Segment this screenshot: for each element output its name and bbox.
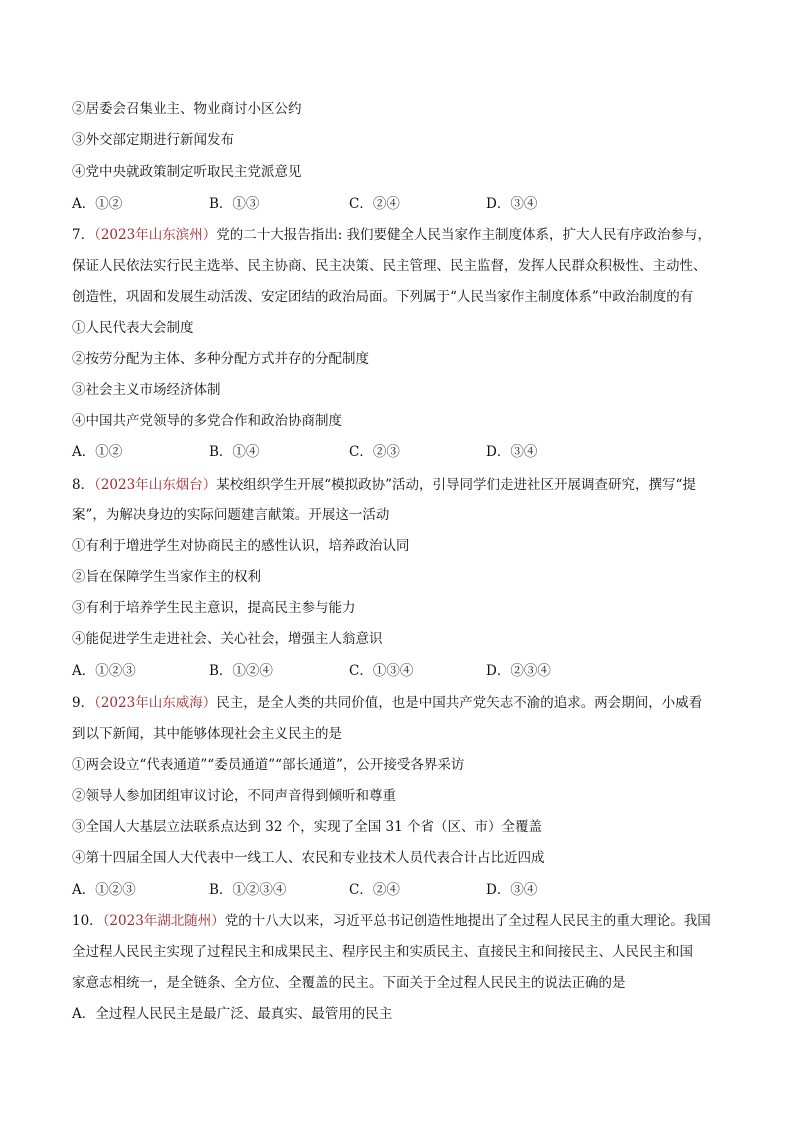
q7-stem-line-2: 保证人民依法实行民主选举、民主协商、民主决策、民主管理、民主监督，发挥人民群众积极性、主动性、 <box>72 258 707 274</box>
q7-item-2: ②按劳分配为主体、多种分配方式并存的分配制度 <box>72 351 369 367</box>
q7-stem-text: 党的二十大报告指出: 我们要健全人民当家作主制度体系，扩大人民有序政治参与， <box>216 227 712 243</box>
q10-option-a: A．全过程人民民主是最广泛、最真实、最管用的民主 <box>72 1006 393 1022</box>
q8-options <box>72 662 722 680</box>
q9-option-a: A．①②③ <box>72 882 136 898</box>
q9-stem-line-2: 到以下新闻，其中能够体现社会主义民主的是 <box>72 726 342 742</box>
q9-options <box>72 881 722 899</box>
q8-number: 8． <box>72 477 95 493</box>
q6-options <box>72 195 722 213</box>
q8-stem-text: 某校组织学生开展“模拟政协”活动，引导同学们走进社区开展调查研究，撰写“提 <box>216 477 696 493</box>
q8-item-2: ②旨在保障学生当家作主的权利 <box>72 569 261 585</box>
q8-stem-line-1 <box>72 476 722 494</box>
q7-option-d: D．③④ <box>486 444 538 460</box>
q10-source: （2023年湖北随州） <box>102 913 225 929</box>
q7-number: 7． <box>72 227 95 243</box>
q6-option-c: C．②④ <box>349 196 400 212</box>
q10-stem-line-3: 家意志相统一，是全链条、全方位、全覆盖的民主。下面关于全过程人民民主的说法正确的是 <box>72 975 626 991</box>
q6-option-b: B．①③ <box>209 196 260 212</box>
q9-number: 9． <box>72 695 95 711</box>
q8-item-1: ①有利于增进学生对协商民主的感性认识，培养政治认同 <box>72 538 410 554</box>
q9-option-d: D．③④ <box>486 882 538 898</box>
q10-number: 10． <box>72 913 103 929</box>
q7-stem-line-3: 创造性，巩固和发展生动活泼、安定团结的政治局面。下列属于“人民当家作主制度体系”中政治制度的有 <box>72 289 694 305</box>
q9-stem-line-1 <box>72 694 722 712</box>
q10-stem-line-2: 全过程人民民主实现了过程民主和成果民主、程序民主和实质民主、直接民主和间接民主、人民民主和国 <box>72 944 693 960</box>
q6-option-d: D．③④ <box>486 196 538 212</box>
q8-option-b: B．①②④ <box>209 663 273 679</box>
q8-item-3: ③有利于培养学生民主意识，提高民主参与能力 <box>72 600 356 616</box>
q9-item-3: ③全国人大基层立法联系点达到 32 个，实现了全国 31 个省（区、市）全覆盖 <box>72 819 543 835</box>
q8-option-c: C．①③④ <box>349 663 414 679</box>
q8-option-d: D．②③④ <box>486 663 551 679</box>
q6-item-4: ④党中央就政策制定听取民主党派意见 <box>72 164 302 180</box>
q7-option-c: C．②③ <box>349 444 400 460</box>
q7-source: （2023年山东滨州） <box>94 227 217 243</box>
q10-stem-text: 党的十八大以来，习近平总书记创造性地提出了全过程人民民主的重大理论。我国 <box>224 913 711 929</box>
q6-item-3: ③外交部定期进行新闻发布 <box>72 132 234 148</box>
q7-item-3: ③社会主义市场经济体制 <box>72 382 221 398</box>
q7-stem-line-1 <box>72 226 722 244</box>
q9-stem-text: 民主，是全人类的共同价值，也是中国共产党矢志不渝的追求。两会期间，小威看 <box>216 695 703 711</box>
q9-item-4: ④第十四届全国人大代表中一线工人、农民和专业技术人员代表合计占比近四成 <box>72 850 545 866</box>
q8-item-4: ④能促进学生走进社会、关心社会，增强主人翁意识 <box>72 631 383 647</box>
q9-item-2: ②领导人参加团组审议讨论，不同声音得到倾听和尊重 <box>72 788 396 804</box>
q6-option-a: A．①② <box>72 196 123 212</box>
q8-option-a: A．①②③ <box>72 663 136 679</box>
q8-source: （2023年山东烟台） <box>94 477 217 493</box>
q9-option-c: C．②④ <box>349 882 400 898</box>
q9-option-b: B．①②③④ <box>209 882 287 898</box>
q10-stem-line-1 <box>72 912 722 930</box>
q8-stem-line-2: 案”，为解决身边的实际问题建言献策。开展这一活动 <box>72 507 390 523</box>
q7-option-a: A．①② <box>72 444 123 460</box>
q9-source: （2023年山东威海） <box>94 695 217 711</box>
q7-option-b: B．①④ <box>209 444 260 460</box>
q6-item-2: ②居委会召集业主、物业商讨小区公约 <box>72 101 302 117</box>
q7-item-1: ①人民代表大会制度 <box>72 320 194 336</box>
q9-item-1: ①两会设立“代表通道”“委员通道”“部长通道”，公开接受各界采访 <box>72 757 465 773</box>
q7-item-4: ④中国共产党领导的多党合作和政治协商制度 <box>72 413 342 429</box>
q7-options <box>72 443 722 461</box>
